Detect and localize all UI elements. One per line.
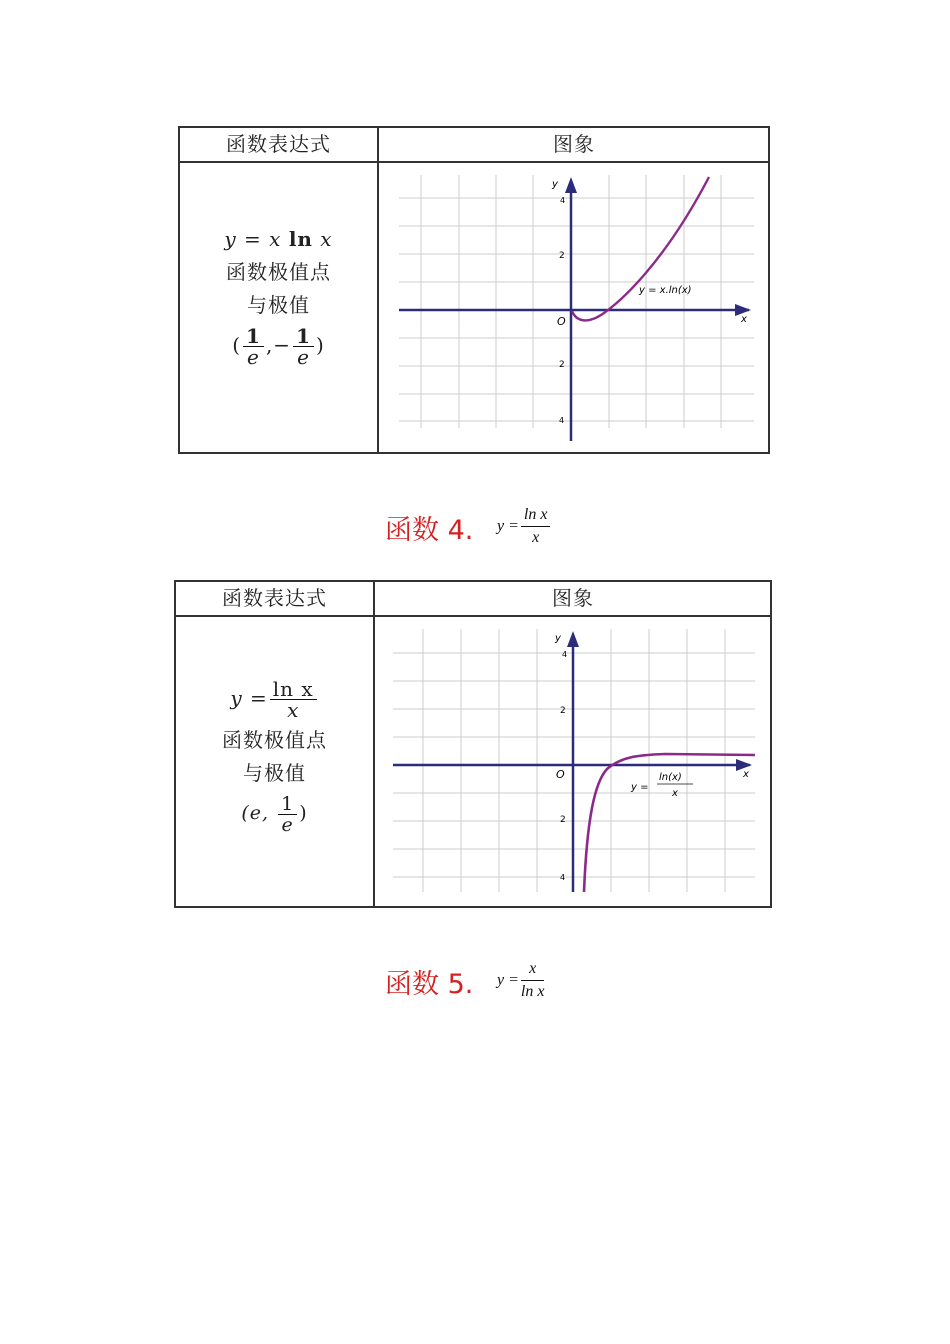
header-graph: 图象 bbox=[553, 132, 595, 156]
tick-label-4: 4 bbox=[562, 650, 568, 659]
frac-den: e bbox=[281, 813, 294, 836]
curve-label-num: ln(x) bbox=[659, 772, 682, 783]
frac-num: x bbox=[521, 958, 545, 981]
expression-cell bbox=[180, 223, 377, 368]
curve-label-y: y = bbox=[631, 782, 649, 793]
separator: ,− bbox=[265, 333, 292, 357]
frac-num: 1 bbox=[278, 794, 297, 815]
tick-label-2: 2 bbox=[559, 251, 565, 261]
x-axis-label: x bbox=[743, 769, 749, 780]
frac-den: e bbox=[247, 345, 260, 369]
frac-den: e bbox=[297, 345, 310, 369]
frac-num: ln x bbox=[270, 679, 317, 700]
extremum-label-line1: 函数极值点 bbox=[222, 728, 327, 752]
formula-y: y = bbox=[497, 971, 519, 989]
tick-label-neg4: 4 bbox=[559, 416, 565, 425]
formula-x: x bbox=[312, 227, 333, 251]
x-axis-label: x bbox=[741, 314, 747, 325]
curve-label-den: x bbox=[672, 788, 678, 799]
heading-function-4: 函数 4. bbox=[385, 515, 474, 546]
extremum-value bbox=[176, 790, 373, 836]
heading-function-5: 函数 5. bbox=[385, 969, 474, 1000]
expression-formula bbox=[176, 672, 373, 724]
formula-fraction bbox=[521, 504, 551, 549]
tick-label-4: 4 bbox=[560, 196, 566, 205]
function-table-2 bbox=[174, 580, 772, 908]
graph-xlnx bbox=[379, 163, 769, 453]
y-axis-label: y bbox=[555, 633, 561, 644]
tick-label-neg2: 2 bbox=[560, 815, 566, 825]
curve-label: y = x.ln(x) bbox=[639, 285, 692, 296]
paren-close: ) bbox=[299, 802, 308, 824]
graph-lnx-over-x bbox=[375, 617, 771, 907]
paren-close: ) bbox=[315, 333, 325, 357]
tick-label-neg4: 4 bbox=[560, 873, 566, 882]
formula-y: y = x bbox=[224, 227, 289, 251]
formula-fraction bbox=[270, 679, 317, 720]
origin-label: O bbox=[557, 315, 566, 328]
frac-num: 1 bbox=[293, 326, 314, 347]
formula-fraction bbox=[521, 958, 545, 1003]
frac-num: ln x bbox=[521, 504, 551, 527]
expression-cell bbox=[176, 672, 373, 836]
header-expression: 函数表达式 bbox=[222, 586, 327, 610]
extremum-label-line2: 与极值 bbox=[243, 761, 306, 785]
grid-lines bbox=[399, 175, 754, 428]
formula-ln: ln bbox=[288, 227, 313, 251]
heading-5-formula bbox=[497, 958, 546, 1003]
tick-label-2: 2 bbox=[560, 706, 566, 716]
heading-4-formula bbox=[497, 504, 552, 549]
frac-den: x bbox=[287, 698, 300, 722]
frac-num: 1 bbox=[243, 326, 264, 347]
paren-open: (e, bbox=[241, 802, 277, 824]
formula-y: y = bbox=[497, 517, 519, 535]
fraction-neg-1-over-e bbox=[293, 326, 314, 367]
curve-label bbox=[630, 772, 693, 799]
tick-label-neg2: 2 bbox=[559, 360, 565, 370]
frac-den: x bbox=[532, 529, 540, 546]
extremum-value bbox=[180, 322, 377, 368]
y-axis-arrow bbox=[565, 177, 577, 193]
fraction-1-over-e bbox=[278, 794, 297, 835]
extremum-label-line2: 与极值 bbox=[247, 293, 310, 317]
function-table-1 bbox=[178, 126, 770, 454]
paren-open: ( bbox=[232, 333, 242, 357]
y-axis-label: y bbox=[552, 179, 558, 190]
curve-xlnx bbox=[572, 177, 709, 320]
fraction-1-over-e bbox=[243, 326, 264, 367]
y-axis-arrow bbox=[567, 631, 579, 647]
formula-y: y = bbox=[230, 686, 268, 710]
header-graph: 图象 bbox=[552, 586, 594, 610]
extremum-label-line1: 函数极值点 bbox=[226, 260, 331, 284]
header-expression: 函数表达式 bbox=[226, 132, 331, 156]
origin-label: O bbox=[556, 768, 565, 781]
frac-den: ln x bbox=[520, 983, 545, 1000]
expression-formula bbox=[180, 223, 377, 256]
